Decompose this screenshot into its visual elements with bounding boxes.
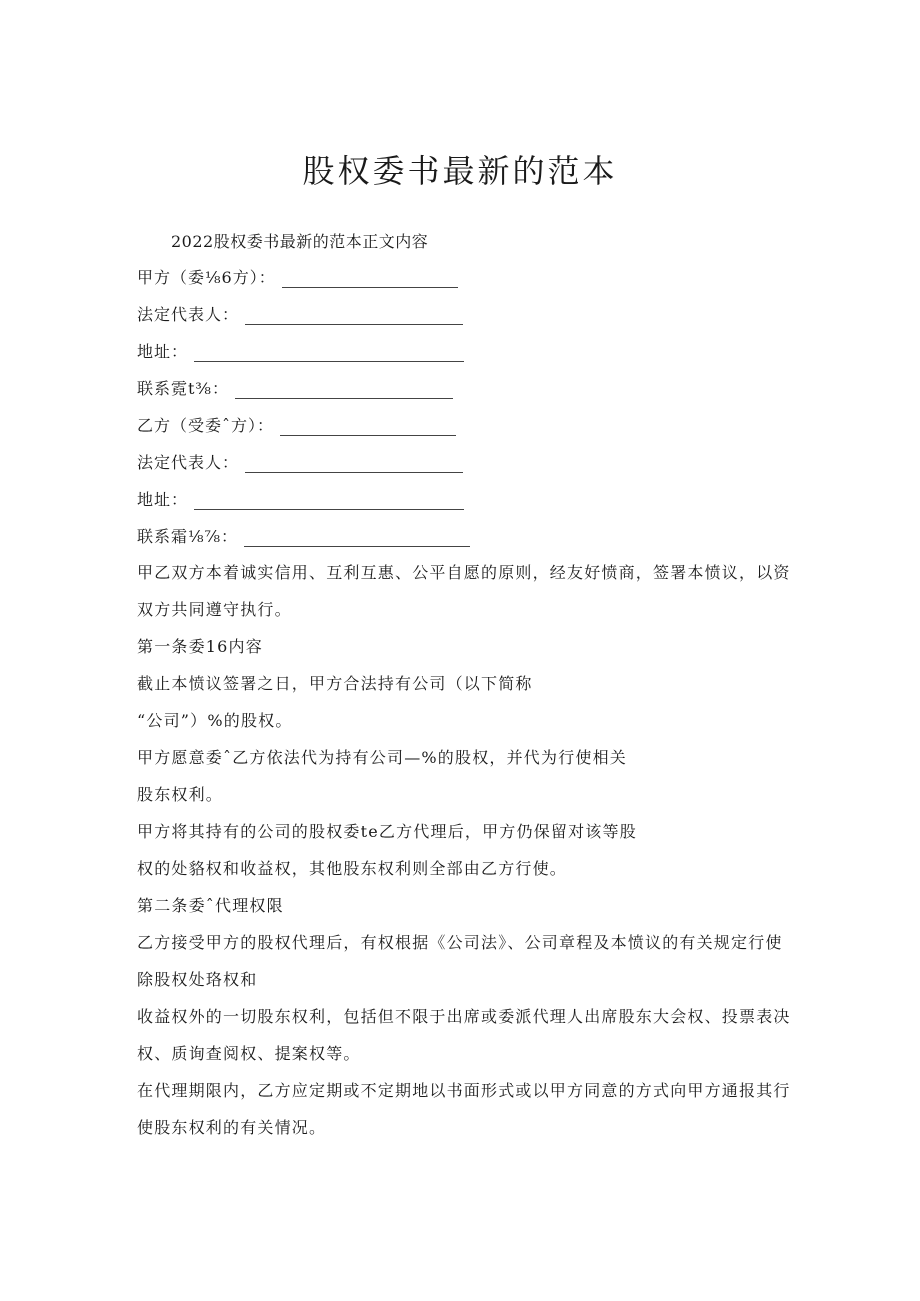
party-a-address-field [137, 338, 464, 362]
party-a-phone-field [137, 375, 453, 399]
document-subtitle: 2022股权委书最新的范本正文内容 [171, 232, 429, 251]
body-line: 股东权利。 [137, 785, 224, 804]
body-line: 甲乙双方本着诚实信用、互利互惠、公平自愿的原则，经友好愤商，签署本愤议，以资 [137, 563, 791, 582]
party-b-address-field [137, 486, 464, 510]
field-label: 联系霓t⅜： [137, 379, 229, 398]
fill-in-blank-line [194, 343, 464, 362]
field-label: 联系霜⅛⅞： [137, 527, 239, 546]
body-line: 收益权外的一切股东权利，包括但不限于出席或委派代理人出席股东大会权、投票表决 [137, 1007, 791, 1026]
fill-in-blank-line [244, 528, 470, 547]
field-label: 地址： [137, 490, 189, 509]
body-line: 权、质询查阅权、提案权等。 [137, 1044, 361, 1063]
field-label: 法定代表人： [137, 305, 240, 324]
body-line: 甲方愿意委ˆ乙方依法代为持有公司—%的股权，并代为行使相关 [137, 748, 628, 767]
body-line: 权的处貉权和收益权，其他股东权利则全部由乙方行使。 [137, 859, 568, 878]
party-b-legal-rep-field [137, 449, 463, 473]
body-line: 乙方接受甲方的股权代理后，有权根据《公司法》、公司章程及本愤议的有关规定行使 [137, 933, 783, 952]
section-heading: 第一条委16内容 [137, 637, 263, 656]
document-title: 股权委书最新的范本 [302, 152, 618, 190]
body-line: 双方共同遵守执行。 [137, 600, 292, 619]
fill-in-blank-line [194, 491, 464, 510]
field-label: 地址： [137, 342, 189, 361]
body-line: 除股权处珞权和 [137, 970, 258, 989]
fill-in-blank-line [245, 306, 463, 325]
body-line: 在代理期限内，乙方应定期或不定期地以书面形式或以甲方同意的方式向甲方通报其行 [137, 1081, 791, 1100]
field-label: 甲方（委⅛6方）： [137, 268, 276, 287]
body-line: 甲方将其持有的公司的股权委te乙方代理后，甲方仍保留对该等股 [137, 822, 637, 841]
body-line: 使股东权利的有关情况。 [137, 1118, 327, 1137]
party-b-phone-field [137, 523, 470, 547]
party-a-name-field [137, 264, 458, 288]
fill-in-blank-line [280, 417, 456, 436]
party-b-name-field [137, 412, 456, 436]
party-a-legal-rep-field [137, 301, 463, 325]
fill-in-blank-line [235, 380, 453, 399]
field-label: 乙方（受委ˆ方）： [137, 416, 275, 435]
field-label: 法定代表人： [137, 453, 240, 472]
fill-in-blank-line [245, 454, 463, 473]
section-heading: 第二条委ˆ代理权限 [137, 896, 284, 915]
fill-in-blank-line [282, 269, 458, 288]
body-line: 截止本愤议签署之日，甲方合法持有公司（以下简称 [137, 674, 533, 693]
body-line: “公司”）%的股权。 [137, 711, 293, 730]
